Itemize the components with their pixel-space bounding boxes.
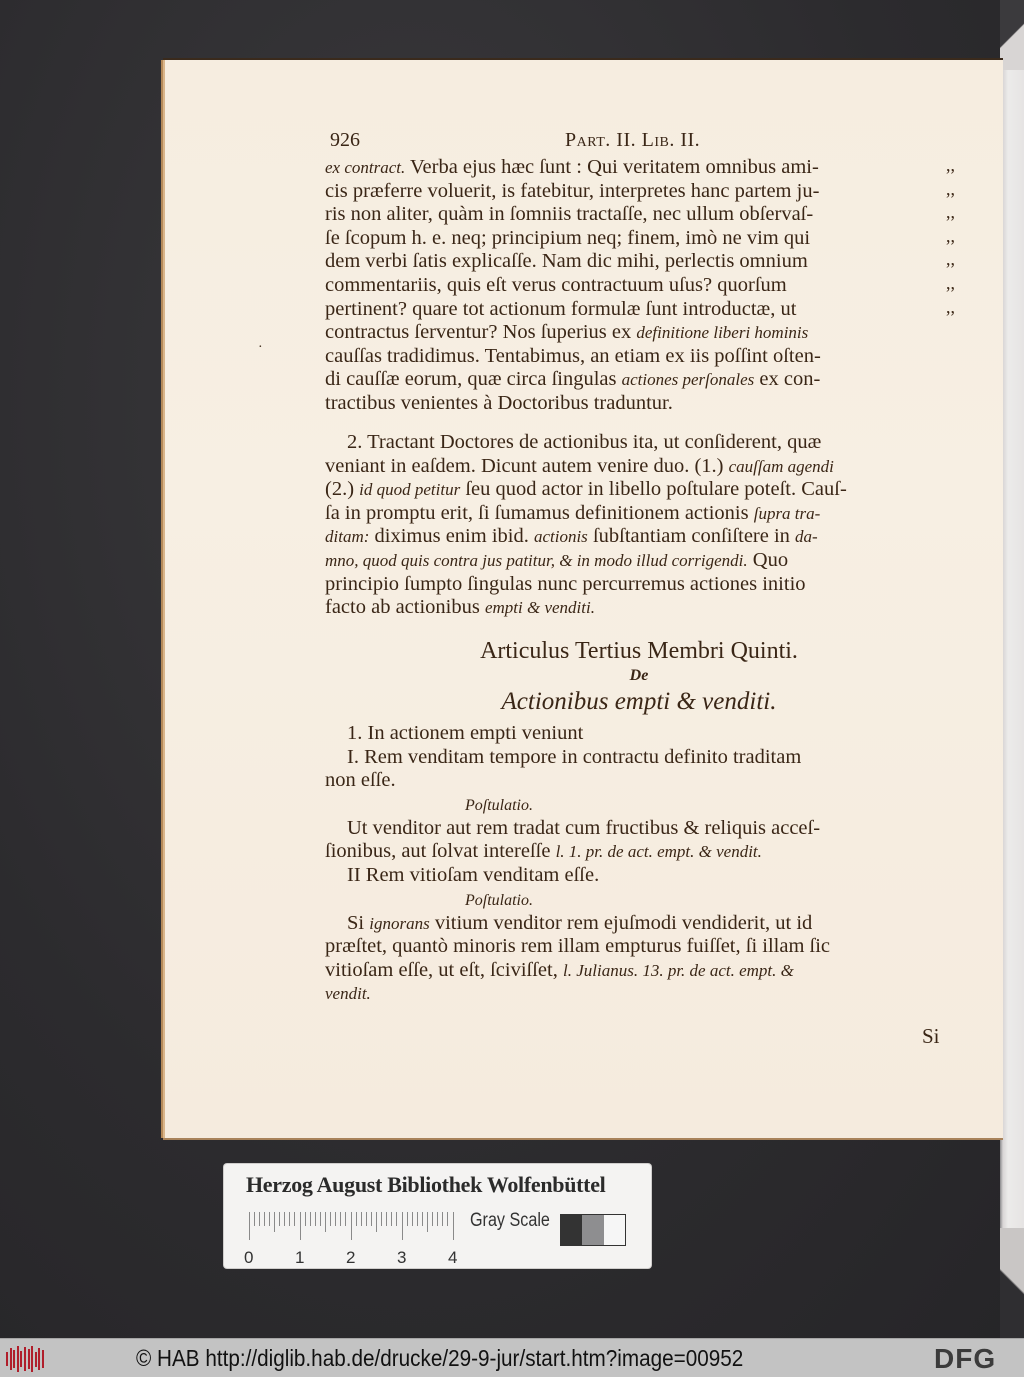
page-number: 926 bbox=[330, 129, 360, 151]
italic-phrase: definitione liberi hominis bbox=[636, 323, 809, 343]
line-text: ſionibus, aut ſolvat intereſſe bbox=[325, 840, 556, 863]
hab-logo-icon[interactable] bbox=[6, 1346, 44, 1372]
line-text: ſubſtantiam conſiſtere in bbox=[587, 525, 796, 548]
text-line bbox=[325, 912, 953, 936]
article-title: Articulus Tertius Membri Quinti. bbox=[480, 638, 798, 664]
line-text: di cauſſæ eorum, quæ circa ſingulas bbox=[325, 368, 622, 391]
adjacent-page-edge bbox=[1000, 0, 1024, 1338]
ruler-tick bbox=[407, 1212, 408, 1226]
text-line: II Rem vitioſam venditam eſſe. bbox=[347, 863, 600, 886]
quote-mark: ,, bbox=[946, 155, 955, 175]
text-line bbox=[325, 982, 953, 1006]
ruler-tick bbox=[300, 1212, 301, 1240]
ruler-tick bbox=[264, 1212, 265, 1226]
text-line bbox=[325, 321, 953, 345]
ruler-tick bbox=[269, 1212, 270, 1226]
line-text: ris non aliter, quàm in ſomniis tractaſſe, nec ullum obſervaſ- bbox=[325, 203, 814, 226]
article-heading bbox=[325, 636, 953, 718]
ruler-tick bbox=[289, 1212, 290, 1226]
ruler-tick bbox=[381, 1212, 382, 1226]
ruler-tick bbox=[259, 1212, 260, 1226]
ruler-tick bbox=[391, 1212, 392, 1226]
dfg-logo[interactable]: DFG bbox=[934, 1343, 997, 1374]
text-line bbox=[325, 525, 953, 549]
ruler-tick bbox=[274, 1212, 275, 1232]
line-text: pertinent? quare tot actionum formulæ ſunt introductæ, ut bbox=[325, 297, 797, 320]
ruler-tick bbox=[335, 1212, 336, 1226]
ruler-tick bbox=[294, 1212, 295, 1226]
quote-mark: ,, bbox=[946, 225, 955, 246]
ruler-tick bbox=[447, 1212, 448, 1226]
ruler-tick bbox=[427, 1212, 428, 1232]
swatch-light bbox=[604, 1215, 625, 1245]
paragraph-1 bbox=[325, 156, 953, 416]
ruler-tick bbox=[361, 1212, 362, 1226]
line-text: 2. Tractant Doctores de actionibus ita, ut conſiderent, quæ bbox=[347, 431, 822, 453]
text-line bbox=[325, 431, 953, 455]
ruler-tick bbox=[249, 1212, 250, 1240]
italic-ref: ex contract. bbox=[325, 158, 406, 177]
text-line bbox=[325, 455, 953, 479]
article-subtitle: Actionibus empti & venditi. bbox=[501, 688, 777, 715]
ruler-tick bbox=[279, 1212, 280, 1226]
citation: l. 1. pr. de act. empt. & vendit. bbox=[555, 842, 762, 862]
paragraph-2 bbox=[325, 431, 953, 620]
ruler-tick bbox=[310, 1212, 311, 1226]
ruler-tick bbox=[340, 1212, 341, 1226]
ruler-tick bbox=[442, 1212, 443, 1226]
text-line: præſtet, quantò minoris rem illam empturus fuiſſet, ſi illam ſic bbox=[325, 935, 831, 958]
ruler-tick bbox=[315, 1212, 316, 1226]
ruler-label: 1 bbox=[295, 1248, 305, 1267]
line-text: commentariis, quis eſt verus contractuum uſus? quorſum bbox=[325, 273, 787, 296]
ruler-tick bbox=[305, 1212, 306, 1226]
section-1 bbox=[325, 722, 953, 1006]
ruler-tick bbox=[330, 1212, 331, 1226]
ruler-label: 4 bbox=[448, 1248, 458, 1267]
gray-scale-label: Gray Scale bbox=[470, 1210, 550, 1231]
text-line bbox=[325, 840, 953, 864]
text-line bbox=[325, 596, 953, 620]
margin-mark: · bbox=[258, 340, 263, 355]
catchword: Si bbox=[922, 1024, 940, 1048]
line-text: ſa in promptu erit, ſi ſumamus definitionem actionis bbox=[325, 501, 754, 524]
copyright-link[interactable]: © HAB http://diglib.hab.de/drucke/29-9-jur/start.htm?image=00952 bbox=[136, 1345, 744, 1371]
quote-mark: ,, bbox=[946, 202, 955, 223]
line-text: vitioſam eſſe, ut eſt, ſciviſſet, bbox=[325, 958, 563, 981]
citation: vendit. bbox=[325, 984, 371, 1004]
line-text: cauſſas tradidimus. Tentabimus, an etiam ex iis poſſint oſten- bbox=[325, 344, 821, 367]
ruler-tick bbox=[432, 1212, 433, 1226]
text-line bbox=[325, 502, 953, 526]
text-line bbox=[325, 345, 953, 369]
italic-phrase: id quod petitur bbox=[359, 480, 461, 500]
ruler-tick bbox=[371, 1212, 372, 1226]
ruler-tick bbox=[422, 1212, 423, 1226]
italic-phrase: ditam: bbox=[325, 527, 370, 547]
line-text: cis præferre voluerit, is fatebitur, interpretes hanc partem ju- bbox=[325, 179, 820, 202]
quote-mark: ,, bbox=[946, 249, 955, 270]
running-head: Part. II. Lib. II. bbox=[565, 129, 701, 151]
text-line bbox=[325, 227, 953, 251]
article-de: De bbox=[629, 667, 649, 684]
ruler-tick bbox=[417, 1212, 418, 1226]
line-text: ex con- bbox=[754, 368, 821, 391]
page-header bbox=[330, 129, 950, 153]
line-text: (2.) bbox=[325, 478, 360, 501]
swatch-dark bbox=[561, 1215, 582, 1245]
citation: l. Julianus. 13. pr. de act. empt. & bbox=[562, 960, 794, 980]
quote-mark: ,, bbox=[946, 296, 955, 317]
italic-phrase: da- bbox=[795, 527, 818, 547]
ruler-tick bbox=[386, 1212, 387, 1226]
text-line bbox=[325, 368, 953, 392]
card-title: Herzog August Bibliothek Wolfenbüttel bbox=[246, 1172, 606, 1197]
postulatio-label: Poſtulatio. bbox=[465, 796, 533, 814]
postulatio-label: Poſtulatio. bbox=[465, 891, 533, 909]
ruler-scale bbox=[244, 1212, 459, 1267]
line-text: dem verbi ſatis explicaſſe. Nam dic mihi, perlectis omnium bbox=[325, 250, 808, 273]
text-line bbox=[325, 250, 953, 274]
line-text: tractibus venientes à Doctoribus traduntur. bbox=[325, 391, 673, 414]
text-line: 1. In actionem empti veniunt bbox=[347, 722, 584, 744]
quote-mark: ,, bbox=[946, 272, 955, 293]
line-text: Verba ejus hæc ſunt : Qui veritatem omnibus ami- bbox=[405, 156, 819, 178]
text-line bbox=[325, 959, 953, 983]
swatch-mid bbox=[582, 1215, 603, 1245]
line-text: contractus ſerventur? Nos ſuperius ex bbox=[325, 321, 637, 344]
line-text: principio ſumpto ſingulas nunc percurremus actiones initio bbox=[325, 572, 806, 595]
line-text: Si bbox=[347, 911, 370, 934]
line-text: ſe ſcopum h. e. neq; principium neq; finem, imò ne vim qui bbox=[325, 226, 811, 249]
text-line bbox=[325, 573, 953, 597]
text-line bbox=[325, 298, 953, 322]
quote-mark: ,, bbox=[946, 178, 955, 199]
text-line bbox=[325, 156, 953, 180]
italic-phrase: ignorans bbox=[369, 913, 430, 933]
ruler-tick bbox=[325, 1212, 326, 1232]
ruler-tick bbox=[366, 1212, 367, 1226]
ruler-tick bbox=[396, 1212, 397, 1226]
ruler-tick bbox=[345, 1212, 346, 1226]
text-line bbox=[325, 180, 953, 204]
line-text: diximus enim ibid. bbox=[369, 525, 534, 548]
text-line: non eſſe. bbox=[325, 769, 396, 792]
italic-phrase: ſupra tra- bbox=[753, 503, 821, 523]
line-text: ſeu quod actor in libello poſtulare poteſt. Cauſ- bbox=[460, 478, 847, 501]
ruler-tick bbox=[453, 1212, 454, 1240]
text-line bbox=[325, 203, 953, 227]
italic-phrase: actiones perſonales bbox=[621, 370, 755, 390]
text-line bbox=[325, 392, 953, 416]
ruler-tick bbox=[351, 1212, 352, 1240]
ruler-tick bbox=[284, 1212, 285, 1226]
line-text: vitium venditor rem ejuſmodi vendiderit, ut id bbox=[429, 911, 813, 934]
ruler-tick bbox=[402, 1212, 403, 1240]
ruler-tick bbox=[320, 1212, 321, 1226]
text-line bbox=[325, 549, 953, 573]
footer-bar bbox=[0, 1338, 1024, 1377]
italic-phrase: mno, quod quis contra jus patitur, & in modo illud corrigendi. bbox=[325, 550, 748, 570]
ruler-tick bbox=[376, 1212, 377, 1232]
text-line: Ut venditor aut rem tradat cum fructibus & reliquis acceſ- bbox=[347, 816, 821, 839]
ruler-tick bbox=[356, 1212, 357, 1226]
italic-phrase: empti & venditi. bbox=[484, 598, 595, 618]
ruler-label: 0 bbox=[244, 1248, 254, 1267]
ruler-tick bbox=[437, 1212, 438, 1226]
page-fold-top bbox=[1000, 0, 1024, 70]
page-fold-bottom bbox=[1000, 1228, 1024, 1338]
ruler-label: 3 bbox=[397, 1248, 407, 1267]
text-line bbox=[325, 274, 953, 298]
line-text: Quo bbox=[747, 548, 789, 571]
gray-scale-swatches bbox=[560, 1214, 626, 1246]
ruler-tick bbox=[254, 1212, 255, 1226]
text-line bbox=[325, 478, 953, 502]
ruler-tick bbox=[412, 1212, 413, 1226]
text-line: I. Rem venditam tempore in contractu definito traditam bbox=[347, 745, 802, 768]
italic-phrase: actionis bbox=[533, 527, 588, 547]
line-text: veniant in eaſdem. Dicunt autem venire duo. (1.) bbox=[325, 454, 729, 477]
line-text: facto ab actionibus bbox=[325, 596, 485, 619]
color-calibration-card bbox=[224, 1164, 651, 1268]
ruler-label: 2 bbox=[346, 1248, 356, 1267]
italic-phrase: cauſſam agendi bbox=[728, 456, 834, 476]
